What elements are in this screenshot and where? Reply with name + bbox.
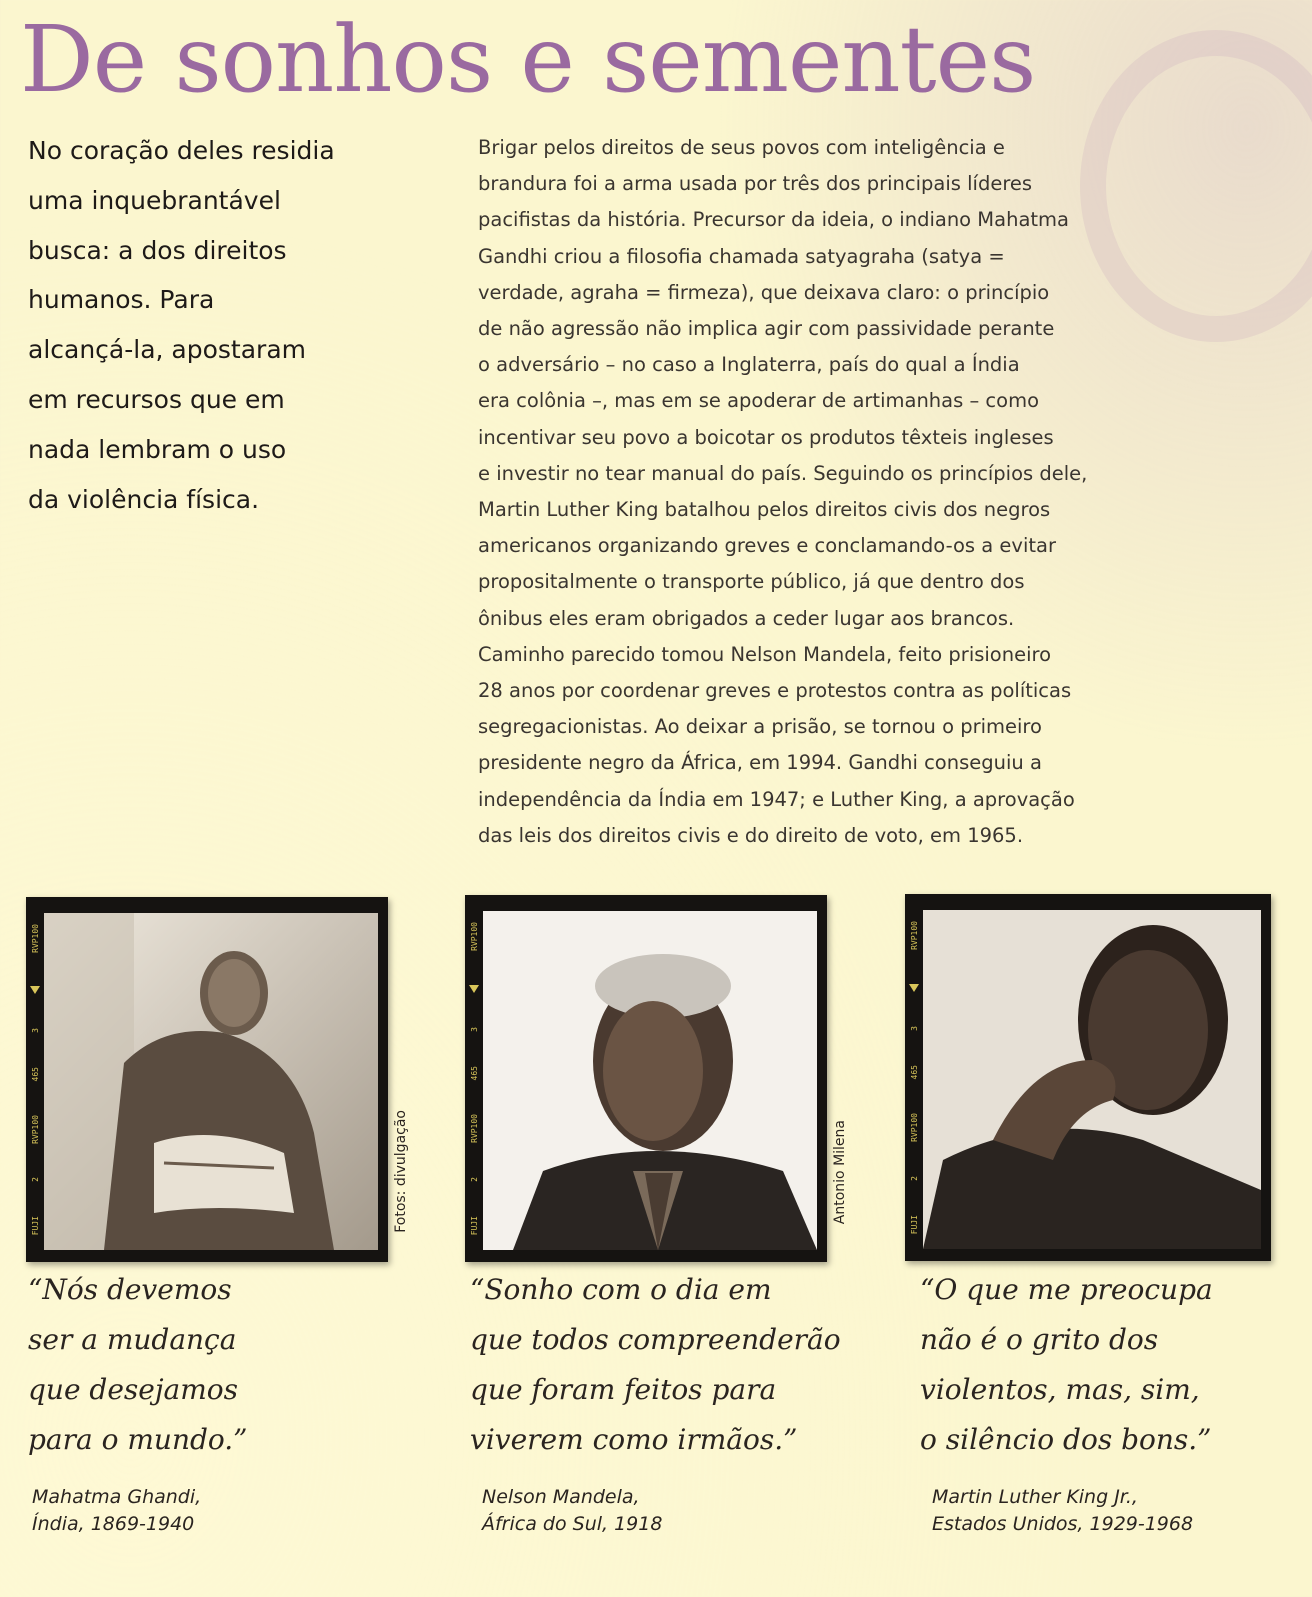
lead-paragraph	[28, 126, 368, 524]
film-edge: RVP100 3 465 RVP100 2 FUJI	[909, 920, 919, 1234]
body-line: pacifistas da história. Precursor da ideia, o indiano Mahatma	[478, 208, 1069, 232]
lead-line: em recursos que em	[28, 384, 285, 414]
lead-line: uma inquebrantável	[28, 185, 281, 215]
film-edge: RVP100 3 465 RVP100 2 FUJI	[30, 923, 40, 1236]
quote-line: violentos, mas, sim,	[920, 1373, 1200, 1406]
gandhi-attribution	[32, 1484, 201, 1538]
body-line: o adversário – no caso a Inglaterra, país do qual a Índia	[478, 353, 1020, 377]
body-line: segregacionistas. Ao deixar a prisão, se tornou o primeiro	[478, 715, 1042, 739]
gandhi-photo	[26, 897, 388, 1262]
mandela-attribution	[482, 1484, 662, 1538]
page-title: De sonhos e sementes	[20, 6, 1036, 113]
body-line: Martin Luther King batalhou pelos direitos civis dos negros	[478, 498, 1051, 522]
quote-line: que desejamos	[28, 1373, 239, 1406]
attribution-line: África do Sul, 1918	[482, 1513, 663, 1535]
body-line: americanos organizando greves e conclamando-os a evitar	[478, 534, 1056, 558]
body-line: ônibus eles eram obrigados a ceder lugar aos brancos.	[478, 606, 1015, 630]
photo-credit: Fotos: divulgação	[393, 1110, 409, 1233]
quote-line: ser a mudança	[28, 1323, 237, 1356]
body-line: independência da Índia em 1947; e Luther King, a aprovação	[478, 787, 1075, 811]
body-line: Gandhi criou a filosofia chamada satyagraha (satya =	[478, 244, 1005, 268]
lead-line: humanos. Para	[28, 285, 215, 315]
mandela-photo	[465, 895, 827, 1262]
king-photo	[905, 894, 1271, 1261]
lead-line: nada lembram o uso	[28, 434, 287, 464]
film-edge: RVP100 3 465 RVP100 2 FUJI	[469, 921, 479, 1235]
photo-credit: Antonio Milena	[832, 1120, 848, 1225]
quote-line: que todos compreenderão	[470, 1323, 841, 1356]
quote-line: “Sonho com o dia em	[470, 1273, 772, 1306]
body-line: e investir no tear manual do país. Seguindo os princípios dele,	[478, 461, 1088, 485]
body-line: Caminho parecido tomou Nelson Mandela, feito prisioneiro	[478, 642, 1052, 666]
attribution-line: Mahatma Ghandi,	[32, 1486, 202, 1508]
quote-line: “Nós devemos	[28, 1273, 232, 1306]
body-line: incentivar seu povo a boicotar os produtos têxteis ingleses	[478, 425, 1054, 449]
lead-line: alcançá-la, apostaram	[28, 335, 307, 365]
mandela-quote	[470, 1265, 841, 1465]
quote-line: viverem como irmãos.”	[470, 1423, 798, 1456]
body-line: propositalmente o transporte público, já que dentro dos	[478, 570, 1025, 594]
body-line: Brigar pelos direitos de seus povos com inteligência e	[478, 136, 1005, 159]
mandela-portrait-image	[483, 911, 817, 1250]
body-line: era colônia –, mas em se apoderar de artimanhas – como	[478, 389, 1039, 413]
quote-line: que foram feitos para	[470, 1373, 777, 1406]
body-line: verdade, agraha = firmeza), que deixava claro: o princípio	[478, 280, 1050, 304]
attribution-line: Nelson Mandela,	[482, 1486, 640, 1508]
king-attribution	[932, 1484, 1193, 1538]
attribution-line: Estados Unidos, 1929-1968	[932, 1513, 1194, 1535]
quote-line: para o mundo.”	[28, 1423, 248, 1456]
quote-line: não é o grito dos	[920, 1323, 1159, 1356]
article-body	[478, 130, 1158, 854]
body-line: 28 anos por coordenar greves e protestos contra as políticas	[478, 679, 1072, 703]
body-line: de não agressão não implica agir com passividade perante	[478, 317, 1055, 341]
lead-line: da violência física.	[28, 484, 260, 514]
attribution-line: Índia, 1869-1940	[32, 1513, 195, 1535]
attribution-line: Martin Luther King Jr.,	[932, 1486, 1138, 1508]
lead-line: No coração deles residia	[28, 136, 335, 165]
gandhi-quote	[28, 1265, 247, 1465]
body-line: presidente negro da África, em 1994. Gandhi conseguiu a	[478, 751, 1042, 775]
quote-line: “O que me preocupa	[920, 1273, 1213, 1306]
body-line: das leis dos direitos civis e do direito de voto, em 1965.	[478, 823, 1024, 847]
quote-line: o silêncio dos bons.”	[920, 1423, 1212, 1456]
king-quote	[920, 1265, 1213, 1465]
gandhi-portrait-image	[44, 913, 378, 1250]
lead-line: busca: a dos direitos	[28, 235, 287, 265]
king-portrait-image	[923, 910, 1261, 1249]
body-line: brandura foi a arma usada por três dos principais líderes	[478, 172, 1033, 196]
